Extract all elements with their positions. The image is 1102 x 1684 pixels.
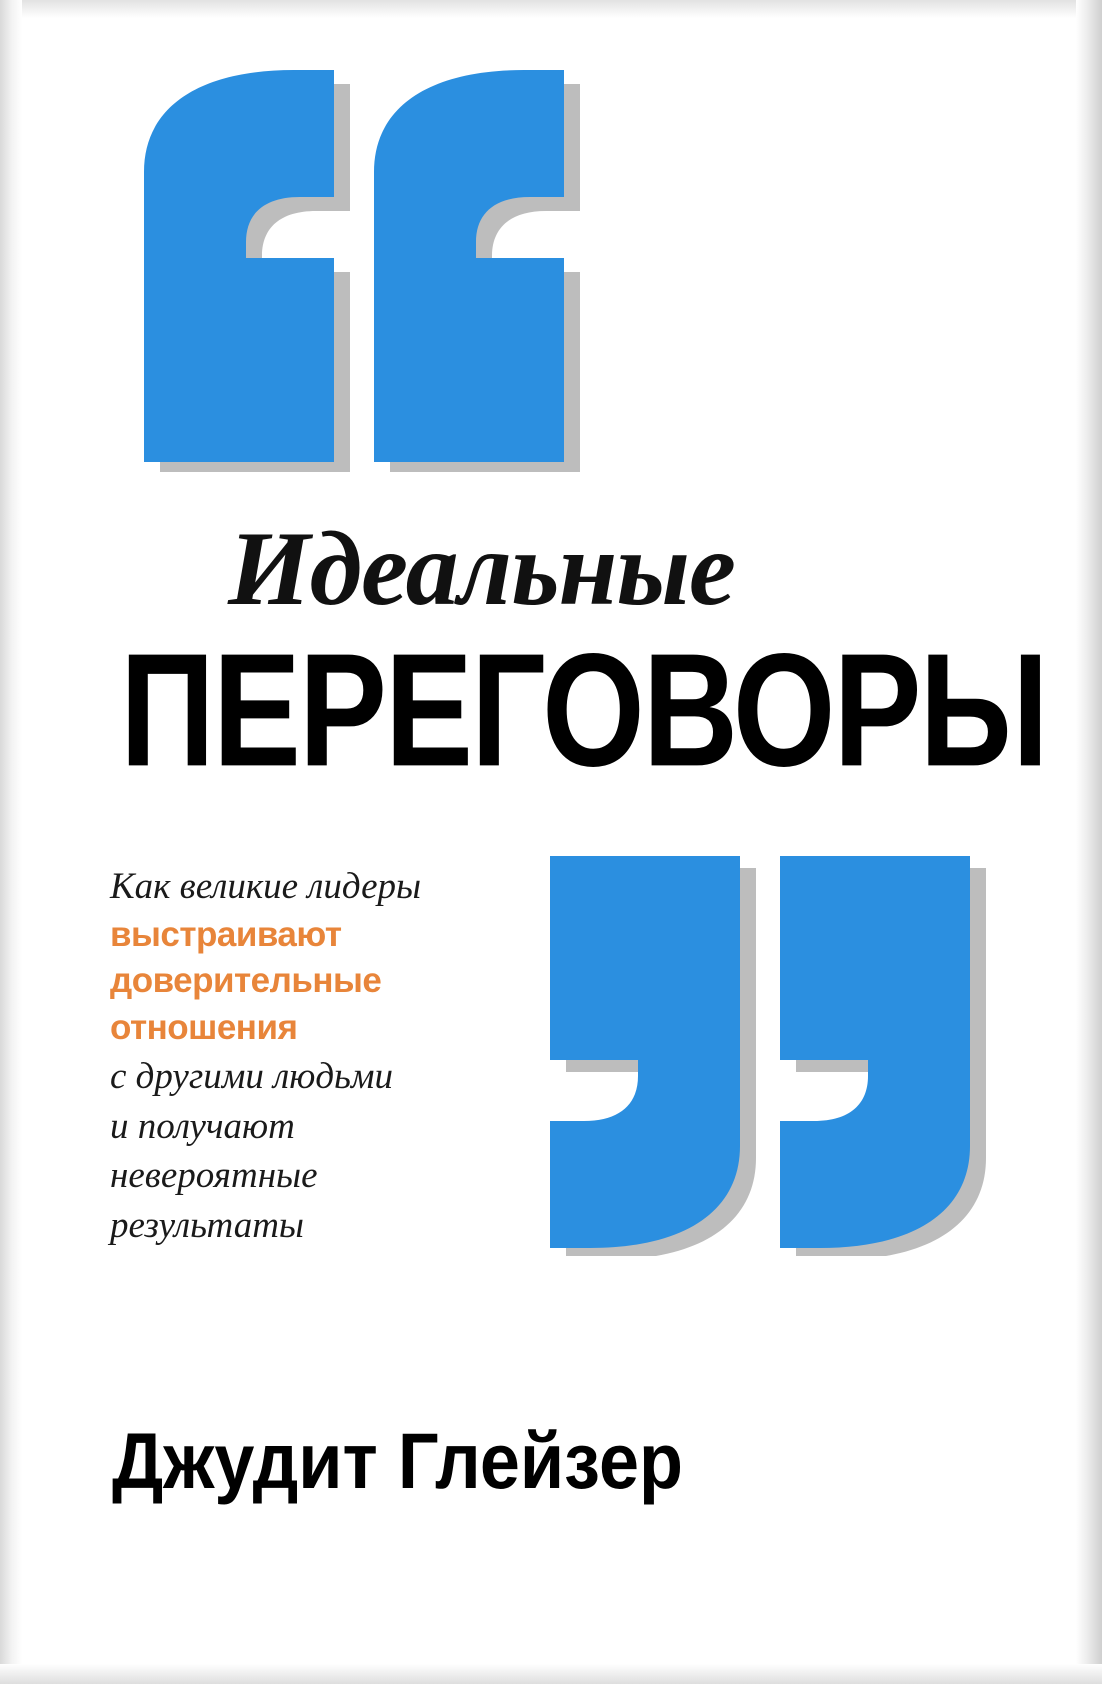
page-edge-bottom xyxy=(0,1664,1102,1684)
subtitle-line: и получают xyxy=(110,1105,295,1147)
book-title-line-2: ПЕРЕГОВОРЫ xyxy=(120,620,1047,800)
author-name: Джудит Глейзер xyxy=(112,1417,684,1506)
subtitle-line-highlight: выстраивают xyxy=(110,914,342,954)
subtitle-line-highlight: отношения xyxy=(110,1008,298,1048)
closing-quotation-mark-icon xyxy=(520,856,990,1256)
subtitle-line: невероятные xyxy=(110,1155,318,1197)
page-edge-right xyxy=(1076,0,1102,1684)
page-edge-top xyxy=(0,0,1102,18)
opening-quotation-mark-icon xyxy=(104,62,584,472)
subtitle-line-highlight: доверительные xyxy=(110,961,382,1001)
subtitle-line: результаты xyxy=(110,1204,304,1246)
book-subtitle xyxy=(110,862,470,1251)
subtitle-line: Как великие лидеры xyxy=(110,866,422,907)
subtitle-line: с другими людьми xyxy=(110,1056,394,1098)
page-edge-left xyxy=(0,0,22,1684)
book-title-line-1: Идеальные xyxy=(228,510,735,627)
